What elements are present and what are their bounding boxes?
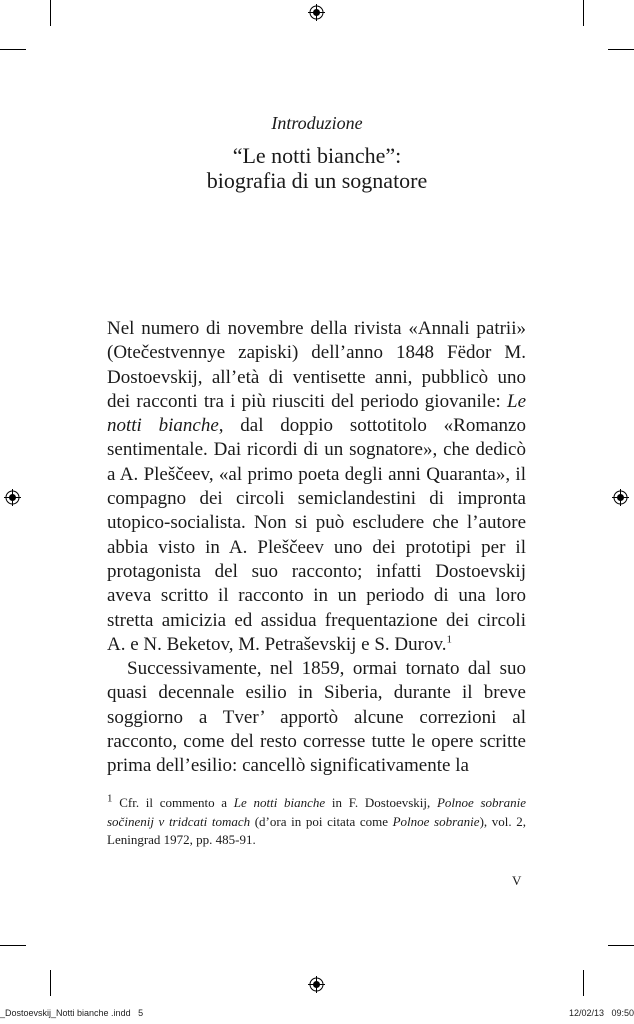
paragraph-1-text-a: Nel numero di novembre della rivista «Annali patrii» (Otečestvennye zapiski) dell’anno 1848 Fëdor M. Dostoevskij, all’età di ventisette anni, pubblicò uno dei racconti tra i più riusciti del periodo giovanile: <box>107 318 526 412</box>
registration-mark-right-icon <box>612 489 629 506</box>
paragraph-1 <box>107 317 526 657</box>
crop-mark-top-left <box>50 0 51 26</box>
slug-file-name: _Dostoevskij_Notti bianche .indd 5 <box>0 1008 144 1018</box>
crop-mark-bottom-right <box>583 970 584 996</box>
work-title-italic: Le notti bianche <box>107 390 526 437</box>
crop-mark-top-right <box>583 0 584 26</box>
page-number: V <box>512 873 522 888</box>
footnote-italic-2: Polnoe sobranie sočinenij v tridcati tomach <box>107 795 527 829</box>
crop-mark-bottom-left-horizontal <box>0 945 26 946</box>
chapter-title <box>0 143 634 193</box>
registration-mark-bottom-icon <box>308 976 325 993</box>
footnote-italic-3: Polnoe sobranie <box>392 813 480 829</box>
chapter-title-line-1: “Le notti bianche”: <box>232 143 402 168</box>
registration-mark-top-icon <box>308 4 325 21</box>
section-label: Introduzione <box>271 113 363 133</box>
paragraph-1-text-b: , dal doppio sottotitolo «Romanzo sentimentale. Dai ricordi di un sognatore», che dedicò a A. Pleščeev, «al primo poeta degli anni Quaranta», il compagno dei circoli semiclandestini di impronta utopico-socialista. Non si può escludere che l’autore abbia visto in A. Pleščeev uno dei prototipi per il protagonista del suo racconto; infatti Dostoevskij aveva scritto il racconto in un periodo di una loro stretta amicizia ed assidua frequentazione dei circoli A. e N. Beketov, M. Petraševskij e S. Durov. <box>107 415 526 655</box>
footnote <box>107 794 526 850</box>
body-text <box>107 317 526 779</box>
footnote-text-4: ), vol. 2, Leningrad 1972, pp. 485-91. <box>107 813 526 847</box>
registration-mark-left-icon <box>4 489 21 506</box>
paragraph-2: Successivamente, nel 1859, ormai tornato dal suo quasi decennale esilio in Siberia, durante il breve soggiorno a Tver’ apportò alcune correzioni al racconto, come del resto corresse tutte le opere scritte prima dell’esilio: cancellò significativamente la <box>107 658 526 777</box>
footnote-number: 1 <box>107 792 113 805</box>
chapter-title-line-2: biografia di un sognatore <box>206 168 428 193</box>
crop-mark-top-right-horizontal <box>608 49 634 50</box>
footnote-text-1: Cfr. il commento a <box>112 795 234 810</box>
crop-mark-bottom-right-horizontal <box>608 945 634 946</box>
crop-mark-top-left-horizontal <box>0 49 26 50</box>
footnote-reference: 1 <box>446 633 452 646</box>
footnote-text-2: in F. Dostoevskij, <box>325 795 437 810</box>
footnote-text-3: (d’ora in poi citata come <box>250 813 393 829</box>
slug-date-time: 12/02/13 09:50 <box>568 1008 634 1018</box>
footnote-italic-1: Le notti bianche <box>233 795 326 810</box>
crop-mark-bottom-left <box>50 970 51 996</box>
